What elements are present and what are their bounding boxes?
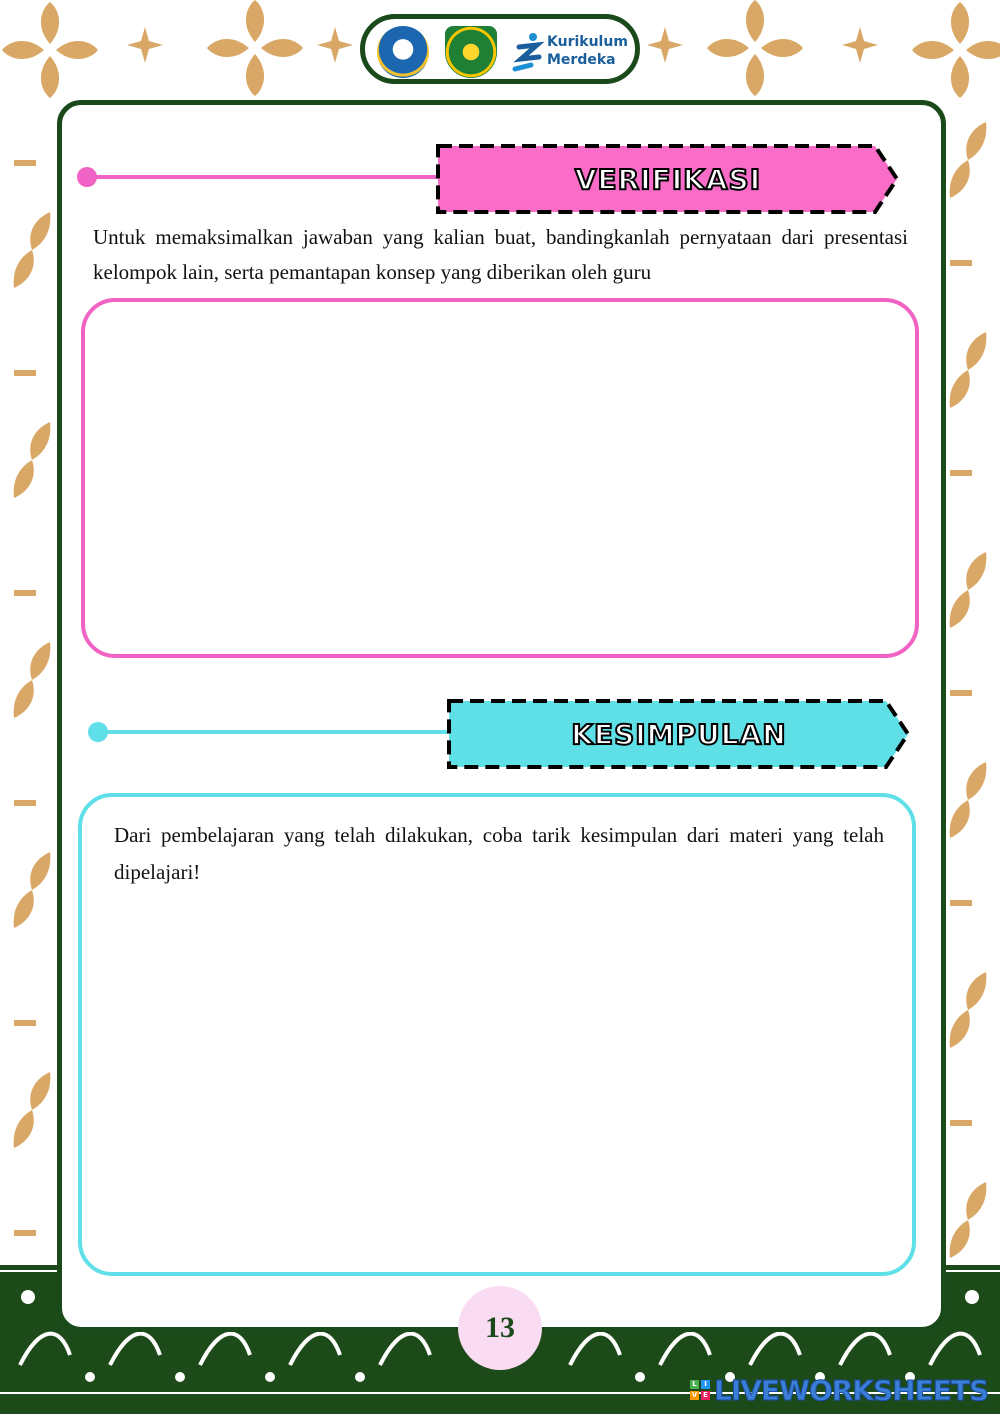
liveworksheets-logo-icon: L I V E <box>690 1380 710 1400</box>
kurikulum-merdeka-icon <box>511 31 545 75</box>
logo-text-line2: Merdeka <box>547 52 616 68</box>
logo-text-line1: Kurikulum <box>547 34 628 50</box>
kesimpulan-connector-line <box>100 730 452 734</box>
verifikasi-connector-line <box>90 175 440 179</box>
kurikulum-merdeka-logo-text <box>547 33 637 69</box>
kesimpulan-prompt: Dari pembelajaran yang telah dilakukan, coba tarik kesimpulan dari materi yang telah dipelajari! <box>114 823 884 884</box>
header-logo-pill <box>360 14 640 84</box>
kemdikbud-emblem-icon <box>377 26 429 78</box>
verifikasi-instruction: Untuk memaksimalkan jawaban yang kalian buat, bandingkanlah pernyataan dari presentasi kelompok lain, serta pemantapan konsep yang diberikan oleh guru <box>93 225 908 284</box>
liveworksheets-watermark <box>690 1374 988 1406</box>
kesimpulan-banner <box>446 698 912 770</box>
school-emblem-icon <box>445 26 497 78</box>
verifikasi-banner <box>435 143 901 215</box>
kesimpulan-title: KESIMPULAN <box>571 717 787 751</box>
kesimpulan-answer-box[interactable] <box>78 793 916 1276</box>
watermark-text: LIVEWORKSHEETS <box>714 1373 989 1407</box>
verifikasi-answer-box[interactable] <box>81 298 919 658</box>
verifikasi-title: VERIFIKASI <box>574 162 762 196</box>
page-number: 13 <box>458 1286 542 1370</box>
